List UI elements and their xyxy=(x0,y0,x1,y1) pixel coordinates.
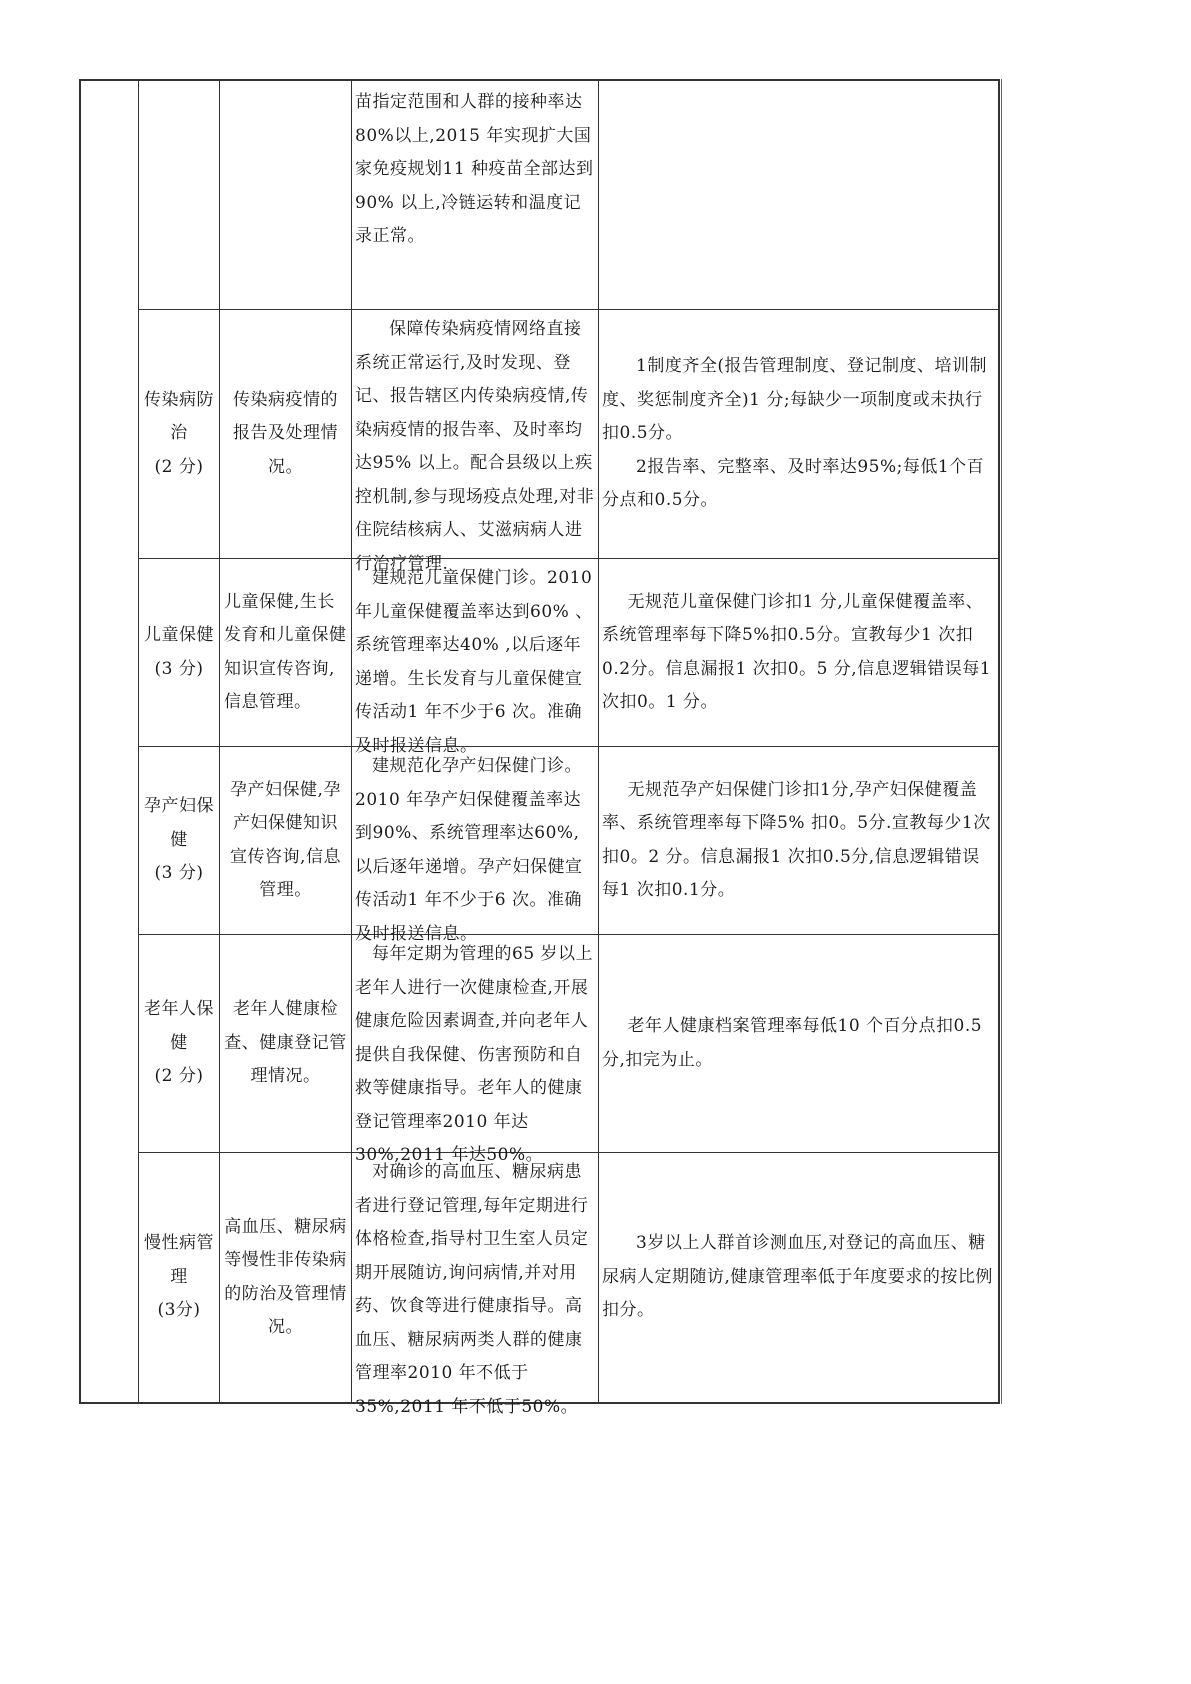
requirement-text: 建规范儿童保健门诊。2010 年儿童保健覆盖率达到60% 、系统管理率达40% ,以后逐年递增。生长发育与儿童保健宣传活动1 年不少于6 次。准确及时报送信息。 xyxy=(355,568,593,756)
scoring-text: 无规范儿童保健门诊扣1 分,儿童保健覆盖率、系统管理率每下降5%扣0.5分。宣教每少1 次扣0.2分。信息漏报1 次扣0。5 分,信息逻辑错误每1 次扣0。1 分。 xyxy=(602,591,992,712)
item-score: (2 分) xyxy=(154,1066,204,1087)
item-score: (3 分) xyxy=(154,863,204,884)
scoring-text: 1制度齐全(报告管理制度、登记制度、培训制度、奖惩制度齐全)1 分;每缺少一项制度或未执行扣0.5分。 xyxy=(602,356,987,444)
content-cell xyxy=(220,935,351,1152)
requirement-cell xyxy=(353,562,597,756)
item-name-cell xyxy=(139,1153,219,1402)
content-text: 传染病疫情的报告及处理情况。 xyxy=(233,389,338,477)
item-name-line: 传染病防 xyxy=(144,389,214,410)
item-score: (3分) xyxy=(157,1300,201,1321)
requirement-text: 对确诊的高血压、糖尿病患者进行登记管理,每年定期进行体格检查,指导村卫生室人员定期开展随访,询问病情,并对用药、饮食等进行健康指导。高血压、糖尿病两类人群的健康管理率2010 年不低于35%,2011 年不低于50%。 xyxy=(355,1162,589,1417)
requirement-text: 保障传染病疫情网络直接系统正常运行,及时发现、登记、报告辖区内传染病疫情,传染病疫情的报告率、及时率均达95% 以上。配合县级以上疾控机制,参与现场疫点处理,对非住院结核病人、艾滋病病人进行治疗管理. xyxy=(355,319,595,574)
table-row xyxy=(353,84,597,306)
content-cell xyxy=(220,747,351,934)
content-text: 高血压、糖尿病等慢性非传染病的防治及管理情况。 xyxy=(224,1216,347,1337)
item-name-cell xyxy=(139,935,219,1152)
item-name-cell xyxy=(139,747,219,934)
scoring-text: 老年人健康档案管理率每低10 个百分点扣0.5分,扣完为止。 xyxy=(602,1016,983,1070)
scoring-cell xyxy=(600,747,997,934)
table-border-top xyxy=(79,79,1000,81)
scoring-text: 2报告率、完整率、及时率达95%;每低1个百分点和0.5分。 xyxy=(602,456,985,511)
requirement-cell xyxy=(353,1156,597,1417)
requirement-text: 建规范化孕产妇保健门诊。2010 年孕产妇保健覆盖率达到90%、系统管理率达60%,以后逐年递增。孕产妇保健宣传活动1 年不少于6 次。准确及时报送信息。 xyxy=(355,756,583,944)
scoring-cell xyxy=(600,559,997,746)
item-name-line: 孕产妇保 xyxy=(144,796,214,817)
scoring-cell xyxy=(600,1153,997,1402)
requirement-cell xyxy=(353,938,597,1165)
requirement-cell xyxy=(353,750,597,944)
item-name-line: 健 xyxy=(170,1032,188,1053)
table-border-left xyxy=(79,79,81,1404)
item-name-line: 治 xyxy=(170,423,188,444)
item-name-cell xyxy=(139,310,219,558)
item-name-cell xyxy=(139,559,219,746)
requirement-cell xyxy=(353,313,597,574)
column-divider-3 xyxy=(351,79,352,1404)
content-cell xyxy=(220,1153,351,1402)
item-name-line: 健 xyxy=(170,829,188,850)
requirement-text: 苗指定范围和人群的接种率达80%以上,2015 年实现扩大国家免疫规划11 种疫苗全部达到90% 以上,冷链运转和温度记录正常。 xyxy=(355,92,594,246)
content-cell xyxy=(220,310,351,558)
table-border-right-shadow xyxy=(1001,79,1002,1404)
scoring-text: 3岁以上人群首诊测血压,对登记的高血压、糖尿病人定期随访,健康管理率低于年度要求的按比例扣分。 xyxy=(602,1233,993,1321)
item-name-line: 理 xyxy=(170,1266,188,1287)
content-text: 老年人健康检查、健康登记管理情况。 xyxy=(224,999,347,1087)
content-text: 儿童保健,生长发育和儿童保健知识宣传咨询,信息管理。 xyxy=(224,591,347,712)
column-divider-4 xyxy=(598,79,599,1404)
requirement-text: 每年定期为管理的65 岁以上老年人进行一次健康检查,开展健康危险因素调查,并向老年人提供自我保健、伤害预防和自救等健康指导。老年人的健康登记管理率2010 年达30%,2011 年达50%。 xyxy=(355,944,594,1165)
content-text: 孕产妇保健,孕产妇保健知识宣传咨询,信息管理。 xyxy=(230,779,341,900)
table-border-right xyxy=(998,79,1000,1404)
item-name-line: 老年人保 xyxy=(144,999,214,1020)
item-name-line: 慢性病管 xyxy=(144,1233,214,1254)
item-name-line: 儿童保健 xyxy=(144,625,214,645)
scoring-cell xyxy=(600,310,997,558)
scoring-text: 无规范孕产妇保健门诊扣1分,孕产妇保健覆盖率、系统管理率每下降5% 扣0。5分.宣教每少1次扣0。2 分。信息漏报1 次扣0.5分,信息逻辑错误每1 次扣0.1分。 xyxy=(602,779,991,900)
item-score: (3 分) xyxy=(154,658,204,679)
content-cell xyxy=(220,559,351,746)
item-score: (2 分) xyxy=(154,456,204,477)
scoring-cell xyxy=(600,935,997,1152)
